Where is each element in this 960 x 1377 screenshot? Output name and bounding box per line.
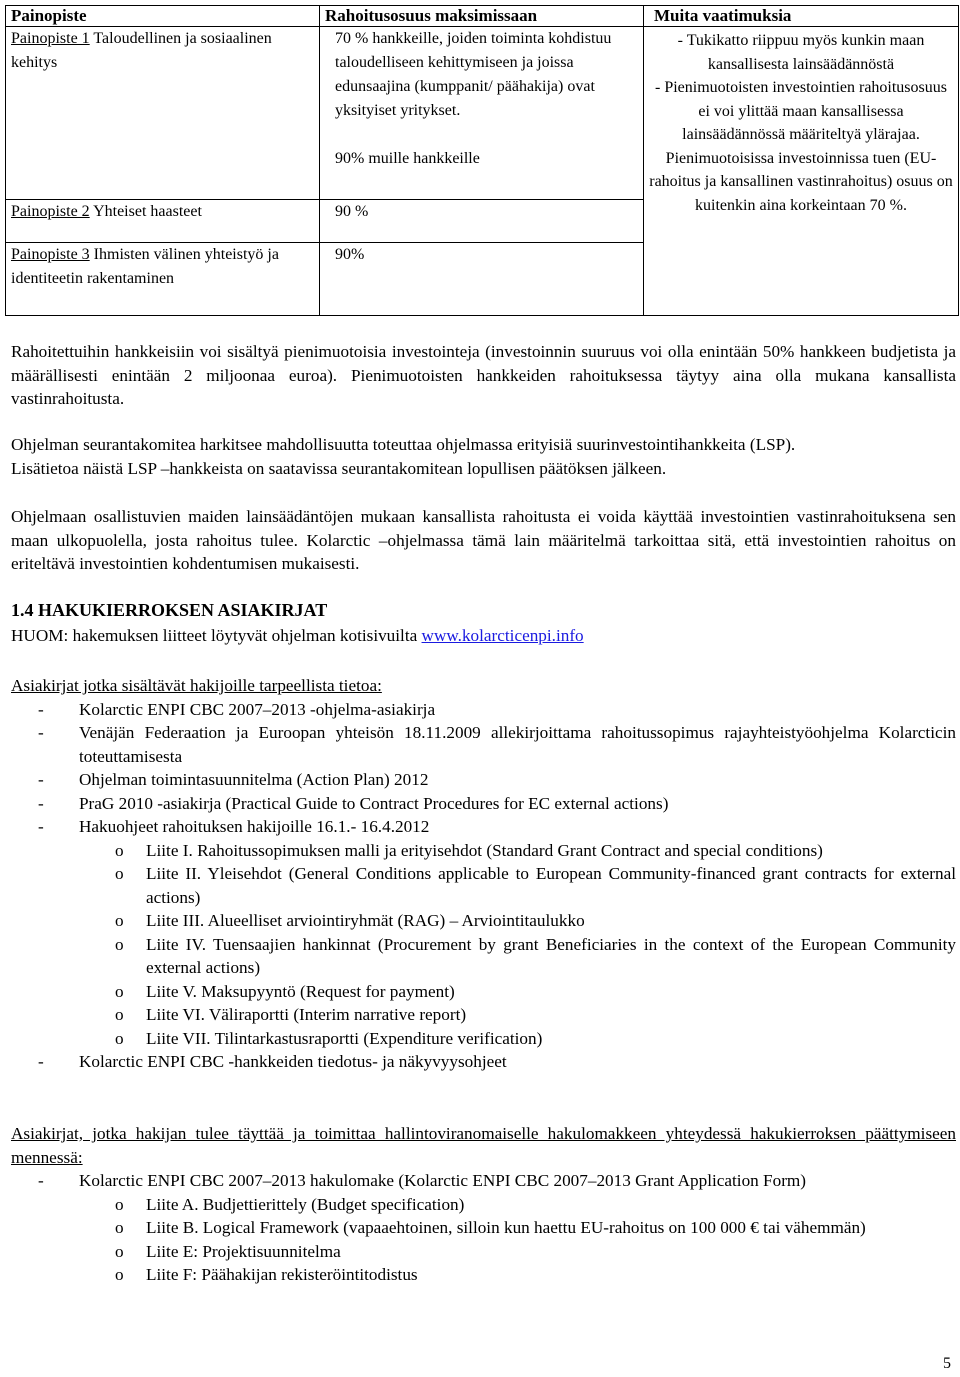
funding-table [5, 5, 959, 316]
list-item: - Kolarctic ENPI CBC 2007–2013 hakulomake (Kolarctic ENPI CBC 2007–2013 Grant Application Form) [38, 1171, 807, 1190]
table-cell-funding: 70 % hankkeille, joiden toiminta kohdistuu taloudelliseen kehittymiseen ja joissa edunsaajina (kumppanit/ päähakija) ovat yksityiset yritykset. 90% muille hankkeille [320, 27, 644, 200]
table-cell-requirements: - Tukikatto riippuu myös kunkin maan kansallisesta lainsäädännöstä - Pienimuotoisten investointien rahoitusosuus ei voi ylittää maan kansallisessa lainsäädännössä määriteltyä ylärajaa. Pienimuotoisissa investoinnissa tuen (EU-rahoitus ja kansallinen vastinrahoitus) osuus on kuitenkin aina korkeintaan 70 %. [644, 27, 959, 316]
list-item: - Kolarctic ENPI CBC -hankkeiden tiedotus- ja näkyvyysohjeet [38, 1052, 507, 1071]
sub-list-item: o Liite VII. Tilintarkastusraportti (Expenditure verification) [115, 1028, 543, 1048]
table-cell-area: Painopiste 2 Yhteiset haasteet [6, 200, 320, 243]
area-prefix: Painopiste 1 [11, 30, 90, 47]
sub-list-item: o Liite V. Maksupyyntö (Request for payment) [115, 981, 455, 1001]
list-item: - Venäjän Federaation ja Euroopan yhteisön 18.11.2009 allekirjoittama rahoitussopimus rajayhteistyöohjelma Kolarcticin toteuttamisesta [38, 723, 956, 766]
section-heading: 1.4 HAKUKIERROKSEN ASIAKIRJAT [11, 600, 328, 620]
table-cell-funding: 90% [320, 243, 644, 316]
header-painopiste: Painopiste [6, 6, 320, 27]
table-cell-area: Painopiste 1 Taloudellinen ja sosiaalinen kehitys [6, 27, 320, 200]
sub-list-item: o Liite VI. Väliraportti (Interim narrative report) [115, 1005, 467, 1024]
list-item: - Ohjelman toimintasuunnitelma (Action Plan) 2012 [38, 770, 429, 789]
header-rahoitusosuus: Rahoitusosuus maksimissaan [320, 6, 644, 27]
paragraph-lsp: Ohjelman seurantakomitea harkitsee mahdollisuutta toteuttaa ohjelmassa erityisiä suurinvestointihankkeita (LSP). Lisätietoa näistä LSP –hankkeista on saatavissa seurantakomitean lopullisen päätöksen jälkeen. [11, 435, 796, 478]
paragraph-national-funding: Ohjelmaan osallistuvien maiden lainsäädäntöjen mukaan kansallista rahoitusta ei voida käyttää investointien vastinrahoituksena sen maan ulkopuolella, josta rahoitus tulee. Kolarctic –ohjelmassa tämä lain määritelmä tarkoittaa sitä, että investointien rahoitus on eriteltävä investointien kohdentumisen mukaisesti. [11, 507, 956, 573]
list-item: - Kolarctic ENPI CBC 2007–2013 -ohjelma-asiakirja [38, 699, 436, 719]
documents-info-list [11, 674, 956, 1074]
documents-submit-list [11, 1122, 956, 1287]
sub-list-item: o Liite I. Rahoitussopimuksen malli ja erityisehdot (Standard Grant Contract and special conditions) [115, 840, 823, 860]
paragraph-investments: Rahoitettuihin hankkeisiin voi sisältyä pienimuotoisia investointeja (investoinnin suuruus voi olla enintään 50% hankkeen budjetista ja määrällisesti enintään 2 miljoonaa euroa). Pienimuotoisten hankkeiden rahoituksessa täytyy aina olla mukana kansallista vastinrahoitusta. [11, 342, 956, 408]
header-vaatimuksia: Muita vaatimuksia [644, 6, 959, 27]
list-item: - PraG 2010 -asiakirja (Practical Guide to Contract Procedures for EC external actions) [38, 793, 669, 813]
sub-list-item: o Liite B. Logical Framework (vapaaehtoinen, silloin kun haettu EU-rahoitus on 100 000 € tai vähemmän) [115, 1218, 866, 1237]
table-cell-area: Painopiste 3 Ihmisten välinen yhteistyö ja identiteetin rakentaminen [6, 243, 320, 316]
sub-list-item: o Liite III. Alueelliset arviointiryhmät (RAG) – Arviointitaulukko [115, 911, 585, 930]
sub-list-item: o Liite IV. Tuensaajien hankinnat (Procurement by grant Beneficiaries in the context of the European Community external actions) [115, 934, 956, 977]
list-title: Asiakirjat jotka sisältävät hakijoille tarpeellista tietoa: [11, 676, 382, 695]
list-title: Asiakirjat, jotka hakijan tulee täyttää ja toimittaa hallintoviranomaiselle hakulomakkeen yhteydessä hakukierroksen päättymiseen mennessä: [11, 1124, 956, 1167]
sub-list-item: o Liite F: Päähakijan rekisteröintitodistus [115, 1265, 418, 1284]
table-row [6, 27, 959, 200]
section-note: HUOM: hakemuksen liitteet löytyvät ohjelman kotisivuilta www.kolarcticenpi.info [11, 626, 584, 645]
list-item: - Hakuohjeet rahoituksen hakijoille 16.1.- 16.4.2012 [38, 817, 430, 836]
page-number: 5 [943, 1355, 951, 1372]
sub-list-item: o Liite A. Budjettierittely (Budget specification) [115, 1194, 465, 1214]
table-cell-funding: 90 % [320, 200, 644, 243]
sub-list-item: o Liite E: Projektisuunnitelma [115, 1241, 341, 1261]
table-header-row [6, 6, 959, 27]
sub-list-item: o Liite II. Yleisehdot (General Conditions applicable to European Community-financed grant contracts for external actions) [115, 864, 956, 907]
program-website-link[interactable]: www.kolarcticenpi.info [421, 626, 584, 645]
